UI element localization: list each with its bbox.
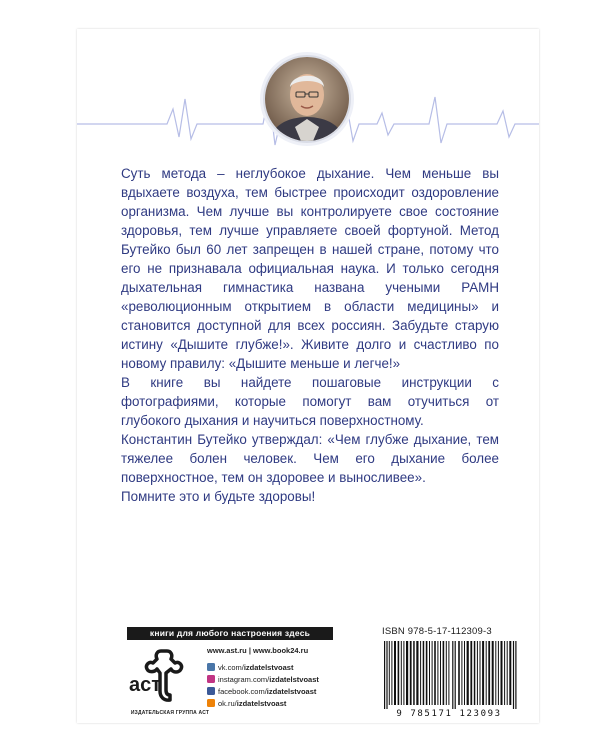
paragraph-method: Суть метода – неглубокое дыхание. Чем меньше вы вдыхаете воздуха, тем быстрее происходит оздоровление организма. Чем лучше вы контролируете свое состояние здоровья, тем лучше управляете своей фортуной. Метод Бутейко был 60 лет запрещен в нашей стране, потому что его не признавала официальная наука. И только сегодня дыхательная гимнастика названа учеными РАМН «революционным открытием в области медицины» и становится доступной для всех россиян. Забудьте старую истину «Дышите глубже!». Живите долго и счастливо по новому правилу: «Дышите меньше и легче!»: [121, 166, 499, 371]
barcode-bar: [474, 641, 476, 705]
barcode-bar: [406, 641, 408, 705]
barcode-bar: [455, 641, 456, 709]
barcode-bar: [401, 641, 402, 705]
social-handle: izdatelstvoast: [266, 686, 317, 696]
barcode-bar: [394, 641, 396, 705]
social-handle: izdatelstvoast: [243, 662, 294, 672]
book-back-cover: [77, 29, 539, 723]
paragraph-buteyko-quote: Константин Бутейко утверждал: «Чем глубже дыхание, тем тяжелее болен человек. Чем его дыхание более поверхностное, тем он здоровее и выносливее».: [121, 432, 499, 485]
barcode-bar: [513, 641, 514, 709]
isbn-number: ISBN 978-5-17-112309-3: [382, 626, 492, 637]
odnoklassniki-icon: [207, 699, 215, 707]
ast-logo-icon: [127, 645, 207, 705]
publisher-socials: [207, 661, 319, 709]
barcode-bar: [446, 641, 447, 705]
barcode-bar: [384, 641, 385, 709]
ast-logo-letters: аст: [129, 674, 162, 696]
social-handle: izdatelstvoast: [269, 674, 319, 684]
barcode-bar: [515, 641, 516, 709]
barcode-bar: [448, 641, 449, 705]
barcode-bar: [426, 641, 428, 705]
barcode-bar: [509, 641, 511, 705]
author-photo-image: [265, 57, 349, 141]
barcode-bar: [416, 641, 418, 705]
vk-icon: [207, 663, 215, 671]
barcode-bar: [413, 641, 415, 705]
barcode-bar: [386, 641, 387, 709]
barcode-digits: 9 785171 123093: [396, 709, 502, 719]
barcode-bar: [443, 641, 445, 705]
barcode-bar: [461, 641, 462, 705]
barcode-bar: [391, 641, 392, 705]
barcode-bar: [498, 641, 499, 705]
barcode-bar: [488, 641, 490, 705]
barcode-bar: [504, 641, 505, 705]
social-prefix: vk.com/: [218, 662, 244, 672]
barcode-bar: [429, 641, 430, 705]
barcode-bar: [482, 641, 484, 705]
barcode-icon: [380, 641, 518, 711]
author-portrait: [263, 55, 351, 143]
barcode-bar: [389, 641, 390, 705]
facebook-icon: [207, 687, 215, 695]
publisher-tagline: книги для любого настроения здесь: [127, 627, 333, 640]
social-link-facebook[interactable]: [207, 685, 319, 697]
barcode-bar: [495, 641, 496, 705]
barcode-bar: [458, 641, 460, 705]
barcode-bar: [480, 641, 481, 705]
barcode-bar: [432, 641, 433, 705]
barcode-bar: [501, 641, 503, 705]
barcode-bar: [420, 641, 421, 705]
barcode-bar: [437, 641, 438, 705]
social-link-vk[interactable]: [207, 661, 319, 673]
barcode-bar: [403, 641, 404, 705]
barcode-bar: [507, 641, 508, 705]
barcode-bar: [492, 641, 494, 705]
barcode-bar: [464, 641, 465, 705]
barcode-bar: [470, 641, 472, 705]
paragraph-book-contents: В книге вы найдете пошаговые инструкции с фотографиями, которые помогут вам отучиться от глубокого дыхания и научиться поверхностному.: [121, 375, 499, 428]
social-prefix: ok.ru/: [218, 698, 237, 708]
instagram-icon: [207, 675, 215, 683]
barcode-bar: [423, 641, 425, 705]
barcode-bar: [452, 641, 453, 709]
barcode-bar: [486, 641, 487, 705]
ast-logo: [127, 645, 207, 705]
publisher-websites[interactable]: www.ast.ru | www.book24.ru: [207, 646, 309, 655]
barcode-bar: [477, 641, 478, 705]
social-handle: izdatelstvoast: [236, 698, 287, 708]
cover-description: [121, 164, 499, 506]
barcode-bar: [398, 641, 400, 705]
paragraph-closing: Помните это и будьте здоровы!: [121, 489, 316, 504]
social-prefix: facebook.com/: [218, 686, 267, 696]
social-link-instagram[interactable]: [207, 673, 319, 685]
isbn-barcode: [380, 641, 518, 711]
barcode-bar: [410, 641, 412, 705]
barcode-bar: [467, 641, 469, 705]
barcode-bar: [434, 641, 436, 705]
publisher-name: ИЗДАТЕЛЬСКАЯ ГРУППА АСТ: [130, 710, 210, 716]
social-prefix: instagram.com/: [218, 674, 270, 684]
social-link-odnoklassniki[interactable]: [207, 697, 319, 709]
barcode-bar: [440, 641, 441, 705]
